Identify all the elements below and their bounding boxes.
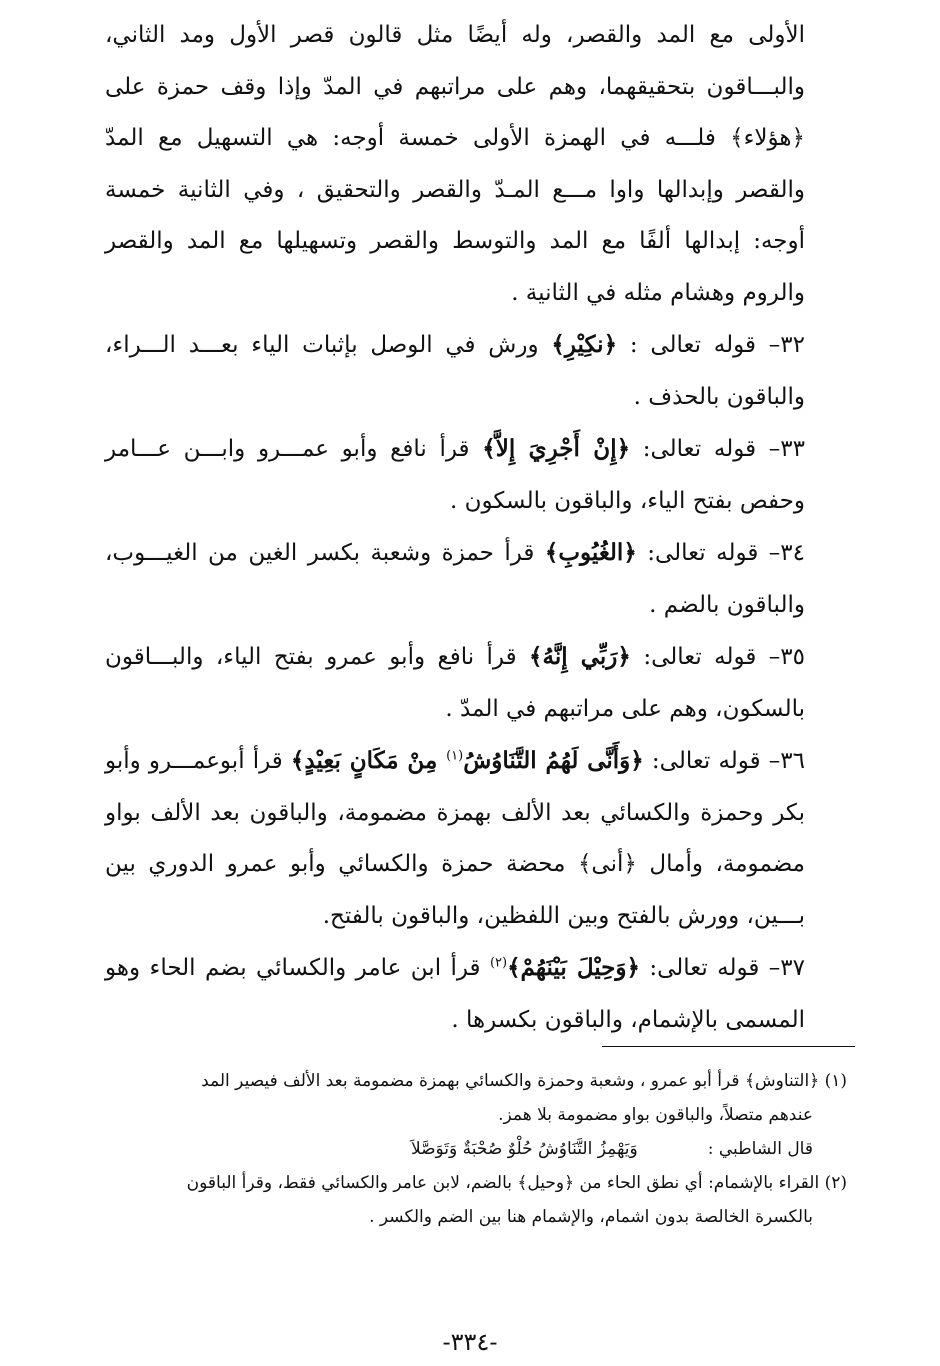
- item-33: [105, 423, 805, 527]
- item-text: قرأ ابن عامر والكسائي بضم الحاء وهو المسمى بالإشمام، والباقون بكسرها .: [105, 955, 805, 1033]
- footnote-separator: [602, 1046, 855, 1047]
- footnote-2-line-2: بالكسرة الخالصة بدون اشمام، والإشمام هنا بين الضم والكسر .: [369, 1207, 813, 1227]
- item-label: ٣٦– قوله تعالى:: [643, 748, 805, 774]
- item-text: قرأ حمزة وشعبة بكسر الغين من الغيـــوب، والباقون بالضم .: [105, 540, 805, 618]
- footnote-1-line-1: (١) ﴿التناوش﴾ قرأ أبو عمرو ، وشعبة وحمزة والكسائي بهمزة مضمومة بعد الألف فيصير المد: [201, 1071, 847, 1091]
- item-text: قرأ أبوعمـــرو وأبو بكر وحمزة والكسائي بعد الألف بهمزة مضمومة، والباقون بعد الألف بواو مضمومة، وأمال ﴿أنى﴾ محضة حمزة والكسائي وأبو عمرو الدوري بين بـــين، وورش بالفتح وبين اللفظين، والباقون بالفتح.: [105, 748, 805, 929]
- footnote-marker-2[interactable]: (٢): [489, 955, 508, 971]
- main-text: [105, 10, 805, 1046]
- item-label: ٣٤– قوله تعالى:: [636, 540, 805, 566]
- verse-label: قال الشاطبي :: [707, 1139, 813, 1159]
- footnote-marker-1[interactable]: (١): [446, 748, 464, 764]
- quran-word: ﴿إِنْ أَجْرِيَ إِلاَّ﴾: [482, 435, 631, 462]
- quran-word: ﴿نكِيْرِ﴾: [551, 331, 618, 358]
- item-text: قرأ نافع وأبو عمرو بفتح الياء، والبـــاقون بالسكون، وهم على مراتبهم في المدّ .: [105, 644, 805, 722]
- footnote-2-line-1: (٢) القراء بالإشمام: أي نطق الحاء من ﴿وحيل﴾ بالضم، لابن عامر والكسائي فقط، وقرأ الباقون: [186, 1173, 847, 1193]
- footnotes: [105, 1064, 847, 1234]
- quran-word: ﴿وَحِيْلَ بَيْنَهُمْ﴾: [507, 954, 640, 981]
- quran-word: ﴿وَأَنَّى لَهُمُ التَّنَاوُشُ: [463, 747, 644, 774]
- item-text: ورش في الوصل بإثبات الياء بعـــد الـــراء، والباقون بالحذف .: [105, 332, 805, 410]
- item-32: [105, 319, 805, 423]
- intro-paragraph: الأولى مع المد والقصر، وله أيضًا مثل قالون قصر الأول ومد الثاني، والبـــاقون بتحقيقهما، وهم على مراتبهم في المدّ وإذا وقف حمزة على ﴿هؤلاء﴾ فلـــه في الهمزة الأولى خمسة أوجه: هي التسهيل مع المدّ والقصر وإبدالها واوا مـــع المـدّ والقصر والتحقيق ، وفي الثانية خمسة أوجه: إبدالها ألفًا مع المد والتوسط والقصر وتسهيلها مع المد والقصر والروم وهشام مثله في الثانية .: [105, 22, 805, 306]
- item-37: [105, 942, 805, 1046]
- item-label: ٣٣– قوله تعالى:: [630, 436, 805, 462]
- item-34: [105, 527, 805, 631]
- footnote-1-line-2: عندهم متصلاً، والباقون بواو مضمومة بلا همز.: [498, 1105, 813, 1125]
- verse-text: وَيَهْمِزُ التَّنَاوُشُ حُلْوٌ صُحْبَةٌ وَتَوَصَّلاَ: [410, 1139, 638, 1159]
- footnote-1-verse-row: [105, 1132, 847, 1166]
- item-label: ٣٥– قوله تعالى:: [630, 644, 805, 670]
- quran-word: ﴿رَبِّي إِنَّهُ﴾: [529, 643, 631, 670]
- quran-word: مِنْ مَكَانٍ بَعِيْدٍ﴾: [290, 747, 447, 774]
- quran-word: ﴿الغُيُوبِ﴾: [544, 539, 637, 566]
- page-number: -٣٣٤-: [442, 1328, 498, 1356]
- item-36: [105, 735, 805, 942]
- item-text: قرأ نافع وأبو عمـــرو وابـــن عـــامر وحفص بفتح الياء، والباقون بالسكون .: [105, 436, 805, 514]
- item-label: ٣٧– قوله تعالى:: [639, 955, 805, 981]
- item-label: ٣٢– قوله تعالى :: [617, 332, 805, 358]
- item-35: [105, 631, 805, 735]
